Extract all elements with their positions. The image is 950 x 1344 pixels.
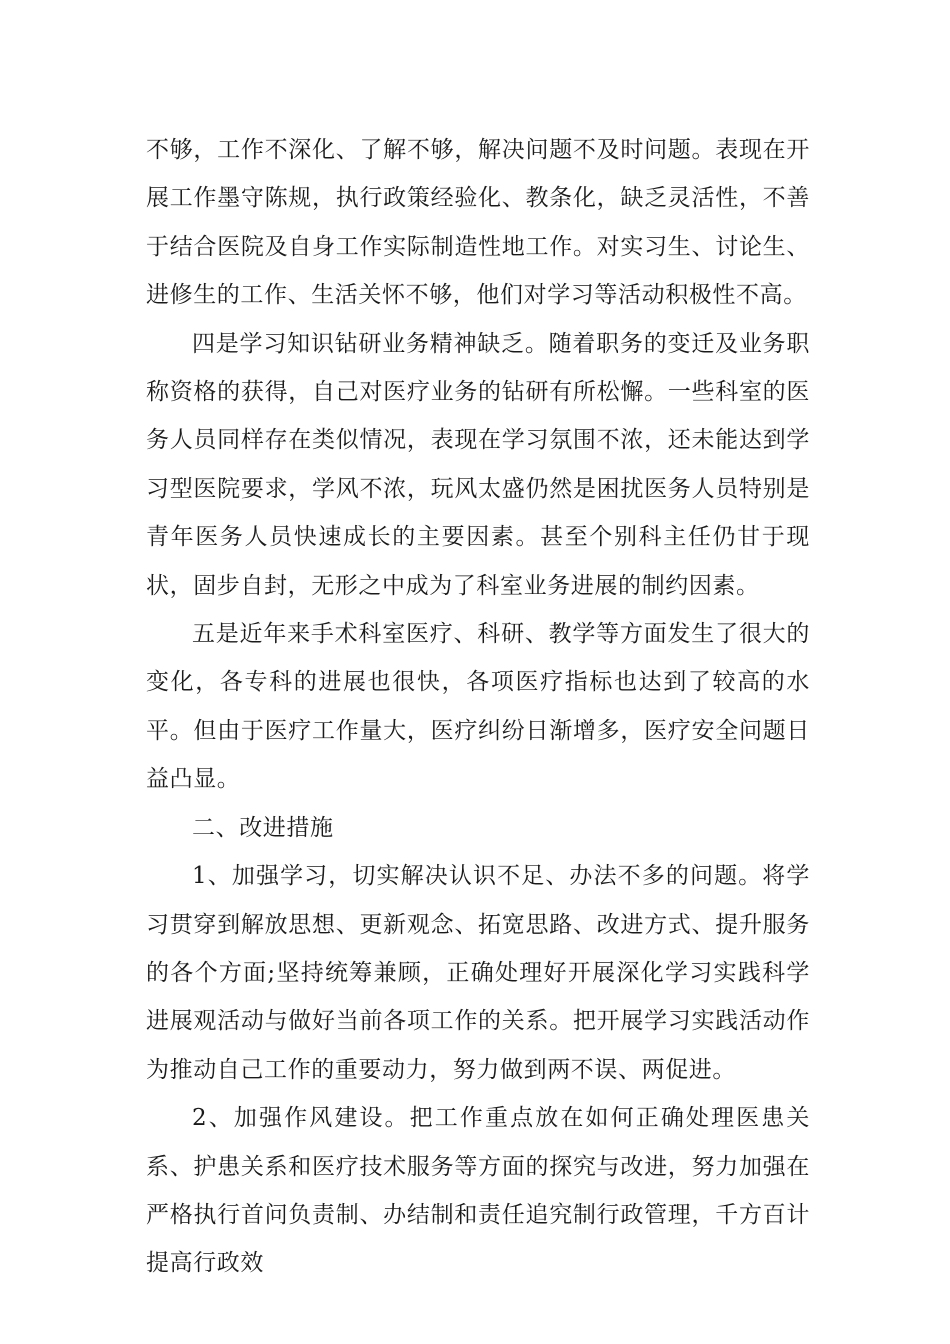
paragraph-point-five: 五是近年来手术科室医疗、科研、教学等方面发生了很大的变化，各专科的进展也很快，各项医疗指标也达到了较高的水平。但由于医疗工作量大，医疗纠纷日渐增多，医疗安全问题日益凸显。	[146, 621, 810, 793]
section-heading-improvement-measures: 二、改进措施	[192, 814, 334, 841]
paragraph-point-four: 四是学习知识钻研业务精神缺乏。随着职务的变迁及业务职称资格的获得，自己对医疗业务的钻研有所松懈。一些科室的医务人员同样存在类似情况，表现在学习氛围不浓，还未能达到学习型医院要求，学风不浓，玩风太盛仍然是困扰医务人员特别是青年医务人员快速成长的主要因素。甚至个别科主任仍甘于现状，固步自封，无形之中成为了科室业务进展的制约因素。	[146, 330, 810, 599]
paragraph-continuation: 不够，工作不深化、了解不够，解决问题不及时问题。表现在开展工作墨守陈规，执行政策经验化、教条化，缺乏灵活性，不善于结合医院及自身工作实际制造性地工作。对实习生、讨论生、进修生的工作、生活关怀不够，他们对学习等活动积极性不高。	[146, 137, 810, 309]
document-body	[146, 126, 810, 1288]
paragraph-measure-two: 2、加强作风建设。把工作重点放在如何正确处理医患关系、护患关系和医疗技术服务等方面的探究与改进，努力加强在严格执行首问负责制、办结制和责任追究制行政管理，千方百计提高行政效	[146, 1105, 810, 1277]
paragraph-measure-one: 1、加强学习，切实解决认识不足、办法不多的问题。将学习贯穿到解放思想、更新观念、拓宽思路、改进方式、提升服务的各个方面;坚持统筹兼顾，正确处理好开展深化学习实践科学进展观活动与做好当前各项工作的关系。把开展学习实践活动作为推动自己工作的重要动力，努力做到两不误、两促进。	[146, 863, 810, 1083]
